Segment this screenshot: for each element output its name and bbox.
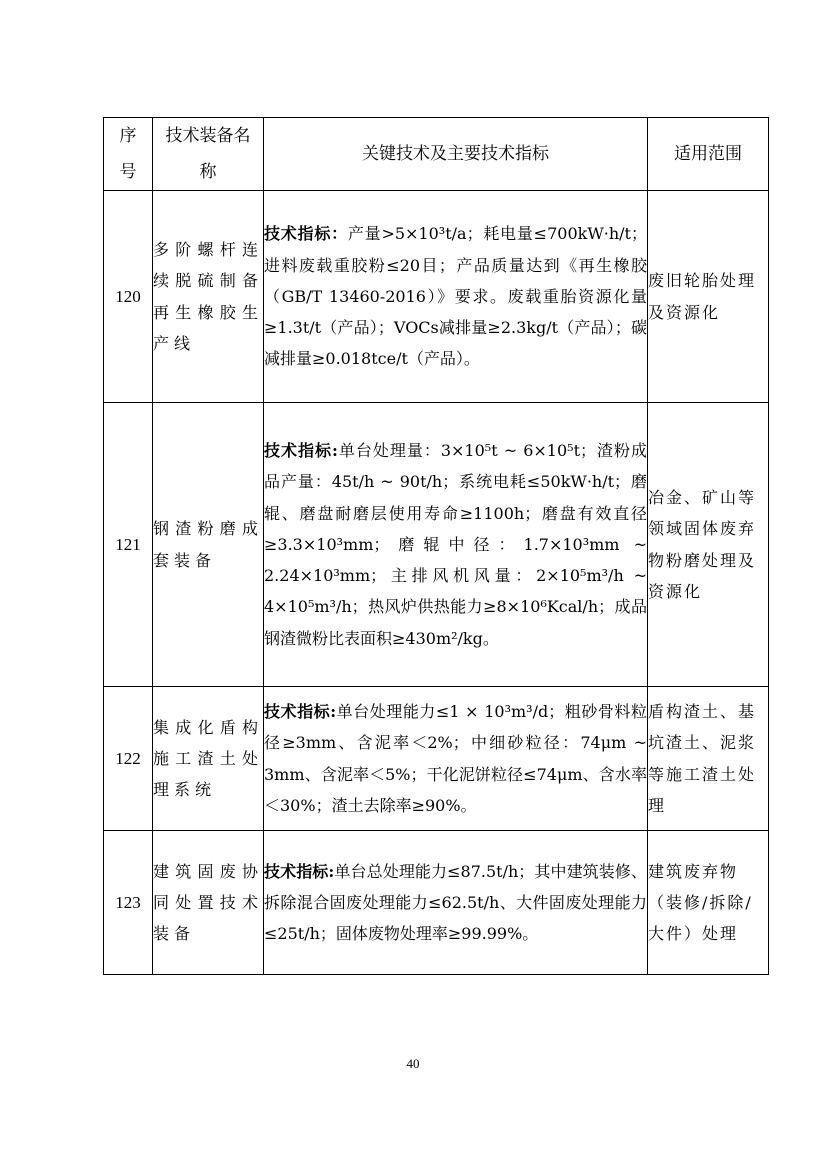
tech-description (264, 831, 648, 975)
equipment-name: 建筑固废协同处置技术装备 (153, 831, 264, 975)
scope-text: 建筑废弃物（装修/拆除/大件）处理 (648, 831, 769, 975)
equipment-name: 多阶螺杆连续脱硫制备再生橡胶生产线 (153, 191, 264, 403)
table-row (104, 191, 769, 403)
tech-keyword: 技术指标： (264, 224, 348, 244)
scope-text: 盾构渣土、基坑渣土、泥浆等施工渣土处理 (648, 687, 769, 831)
tech-description (264, 687, 648, 831)
equipment-table (103, 117, 769, 975)
header-tech: 关键技术及主要技术指标 (264, 118, 648, 191)
tech-text: 单台处理量：3×10⁵t ~ 6×10⁵t；渣粉成品产量：45t/h ~ 90t/h；系统电耗≤50kW·h/t；磨辊、磨盘耐磨层使用寿命≥1100h；磨盘有效直径≥3.3×10³mm；磨辊中径：1.7×10³mm ~ 2.24×10³mm；主排风机风量：2×10⁵m³/h ~ 4×10⁵m³/h；热风炉供热能力≥8×10⁶Kcal/h；成品钢渣微粉比表面积≥430m²/kg。 (264, 441, 647, 648)
tech-keyword: 技术指标: (264, 441, 338, 461)
scope-text: 废旧轮胎处理及资源化 (648, 191, 769, 403)
tech-text: 单台处理能力≤1 × 10³m³/d；粗砂骨料粒径≥3mm、含泥率＜2%；中细砂粒径：74μm ~ 3mm、含泥率＜5%；干化泥饼粒径≤74μm、含水率＜30%；渣土去除率≥90%。 (264, 702, 647, 815)
table-row (104, 687, 769, 831)
row-number: 121 (104, 403, 153, 687)
scope-text: 冶金、矿山等领域固体废弃物粉磨处理及资源化 (648, 403, 769, 687)
tech-description (264, 191, 648, 403)
table-row (104, 831, 769, 975)
tech-keyword: 技术指标: (264, 861, 335, 881)
header-name: 技术装备名称 (153, 118, 264, 191)
page-number: 40 (406, 1056, 420, 1071)
row-number: 122 (104, 687, 153, 831)
equipment-name: 集成化盾构施工渣土处理系统 (153, 687, 264, 831)
header-scope: 适用范围 (648, 118, 769, 191)
table-header-row (104, 118, 769, 191)
tech-description (264, 403, 648, 687)
row-number: 123 (104, 831, 153, 975)
tech-text: 产量>5×10³t/a；耗电量≤700kW·h/t；进料废载重胶粉≤20目；产品质量达到《再生橡胶（GB/T 13460-2016）》要求。废载重胎资源化量≥1.3t/t（产品）；VOCs减排量≥2.3kg/t（产品）；碳减排量≥0.018tce/t（产品）。 (264, 224, 647, 369)
row-number: 120 (104, 191, 153, 403)
table-row (104, 403, 769, 687)
tech-text: 单台总处理能力≤87.5t/h；其中建筑装修、拆除混合固废处理能力≤62.5t/h、大件固废处理能力≤25t/h；固体废物处理率≥99.99%。 (264, 861, 647, 944)
equipment-name: 钢渣粉磨成套装备 (153, 403, 264, 687)
header-seq: 序号 (104, 118, 153, 191)
tech-keyword: 技术指标: (264, 702, 337, 722)
